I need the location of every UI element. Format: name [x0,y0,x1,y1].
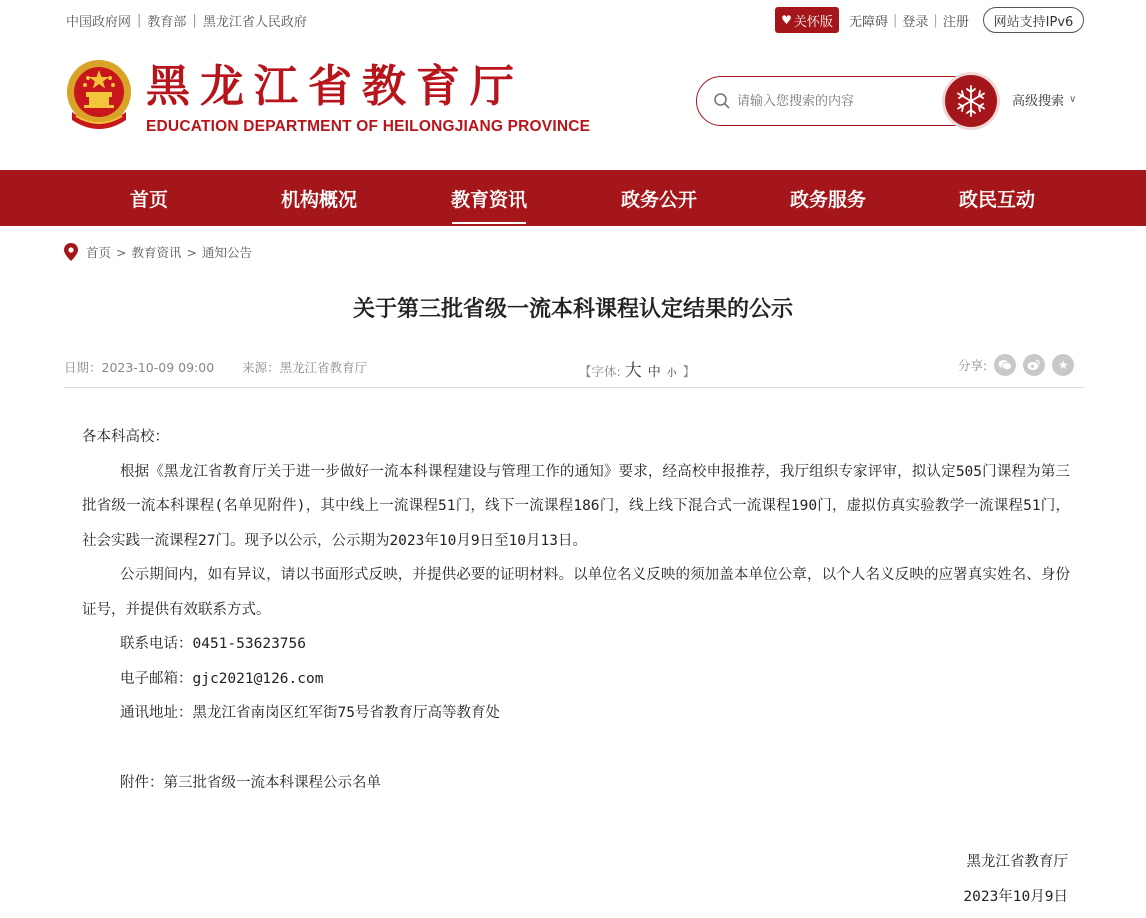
body-paragraph-2: 公示期间内，如有异议，请以书面形式反映，并提供必要的证明材料。以单位名义反映的须加盖本单位公章，以个人名义反映的应署真实姓名、身份证号，并提供有效联系方式。 [82,567,1070,618]
breadcrumb [64,243,252,261]
favorite-icon[interactable]: ★ [1052,354,1074,376]
font-size-label: 【字体: [579,364,621,379]
login-link[interactable]: 登录 [902,15,929,30]
font-size-large[interactable]: 大 [624,361,642,381]
search-icon [713,92,731,110]
nav-item-government-affairs[interactable]: 政务公开 [620,188,697,211]
care-mode-button[interactable] [775,7,839,33]
nav-item-interaction[interactable]: 政民互动 [958,188,1035,211]
wechat-icon[interactable] [994,354,1016,376]
divider: | [192,13,197,28]
weibo-icon[interactable] [1023,354,1045,376]
site-subtitle: EDUCATION DEPARTMENT OF HEILONGJIANG PROVINCE [146,118,591,135]
font-size-medium[interactable]: 中 [647,365,661,380]
top-utility-bar [0,0,1146,40]
ipv6-badge: 网站支持IPv6 [983,7,1084,33]
divider: | [137,13,142,28]
gov-links [66,11,307,30]
breadcrumb-home[interactable]: 首页 [86,245,112,260]
nav-item-education-news[interactable]: 教育资讯 [414,170,564,226]
care-mode-label: 关怀版 [793,14,833,30]
snowflake-icon [953,83,989,119]
location-pin-icon [64,243,78,261]
salutation: 各本科高校： [82,429,169,445]
publish-date: 日期：2023-10-09 09:00 [64,360,215,375]
accessibility-link[interactable]: 无障碍 [849,15,889,30]
sign-date: 2023年10月9日 [963,888,1068,905]
share-bar [958,354,1074,376]
article-body [82,420,1070,800]
main-nav [0,170,1146,226]
heart-icon: ♥ [781,13,792,27]
contact-phone: 联系电话：0451-53623756 [120,636,306,652]
advanced-search-label: 高级搜索 [1012,94,1065,109]
divider: | [893,13,898,28]
search-input[interactable] [737,90,937,112]
signature-block [940,845,1068,914]
nav-item-organization[interactable]: 机构概况 [280,188,357,211]
article-title: 关于第三批省级一流本科课程认定结果的公示 [352,297,793,322]
search-button[interactable] [942,72,1000,130]
national-emblem-icon[interactable] [64,58,134,134]
site-header [0,40,1146,170]
contact-email: 电子邮箱：gjc2021@126.com [120,670,324,687]
breadcrumb-education-news[interactable]: 教育资讯 [131,245,182,260]
attachment-link[interactable]: 附件：第三批省级一流本科课程公示名单 [120,774,381,791]
gov-link-china-gov[interactable]: 中国政府网 [66,15,132,30]
divider: | [933,13,938,28]
meta-info [64,358,367,376]
breadcrumb-separator: > [186,244,197,260]
util-links [849,11,969,30]
share-label: 分享: [958,358,988,373]
signer: 黑龙江省教育厅 [966,854,1068,870]
nav-item-government-services[interactable]: 政务服务 [789,188,866,211]
gov-link-moe[interactable]: 教育部 [147,15,187,30]
font-size-close: 】 [682,364,696,379]
site-title[interactable]: 黑龙江省教育厅 [146,61,524,112]
nav-item-home[interactable]: 首页 [129,188,168,211]
font-size-switcher [579,356,695,381]
breadcrumb-notices[interactable]: 通知公告 [202,245,253,260]
article-source: 来源：黑龙江省教育厅 [242,360,368,375]
gov-link-hlj-gov[interactable]: 黑龙江省人民政府 [202,15,307,30]
body-paragraph-1: 根据《黑龙江省教育厅关于进一步做好一流本科课程建设与管理工作的通知》要求，经高校申报推荐，我厅组织专家评审，拟认定505门课程为第三批省级一流本科课程(名单见附件)，其中线上一流课程51门，线下一流课程186门，线上线下混合式一流课程190门，虚拟仿真实验教学一流课程51门，社会实践一流课程27门。现予以公示，公示期为2023年10月9日至10月13日。 [82,463,1070,549]
article-meta [64,352,1084,388]
contact-address: 通讯地址：黑龙江省南岗区红军街75号省教育厅高等教育处 [120,705,500,721]
font-size-small[interactable]: 小 [666,368,677,379]
advanced-search-link[interactable] [1012,90,1076,109]
breadcrumb-separator: > [116,244,127,260]
register-link[interactable]: 注册 [942,15,969,30]
chevron-down-icon: ∨ [1069,94,1077,105]
